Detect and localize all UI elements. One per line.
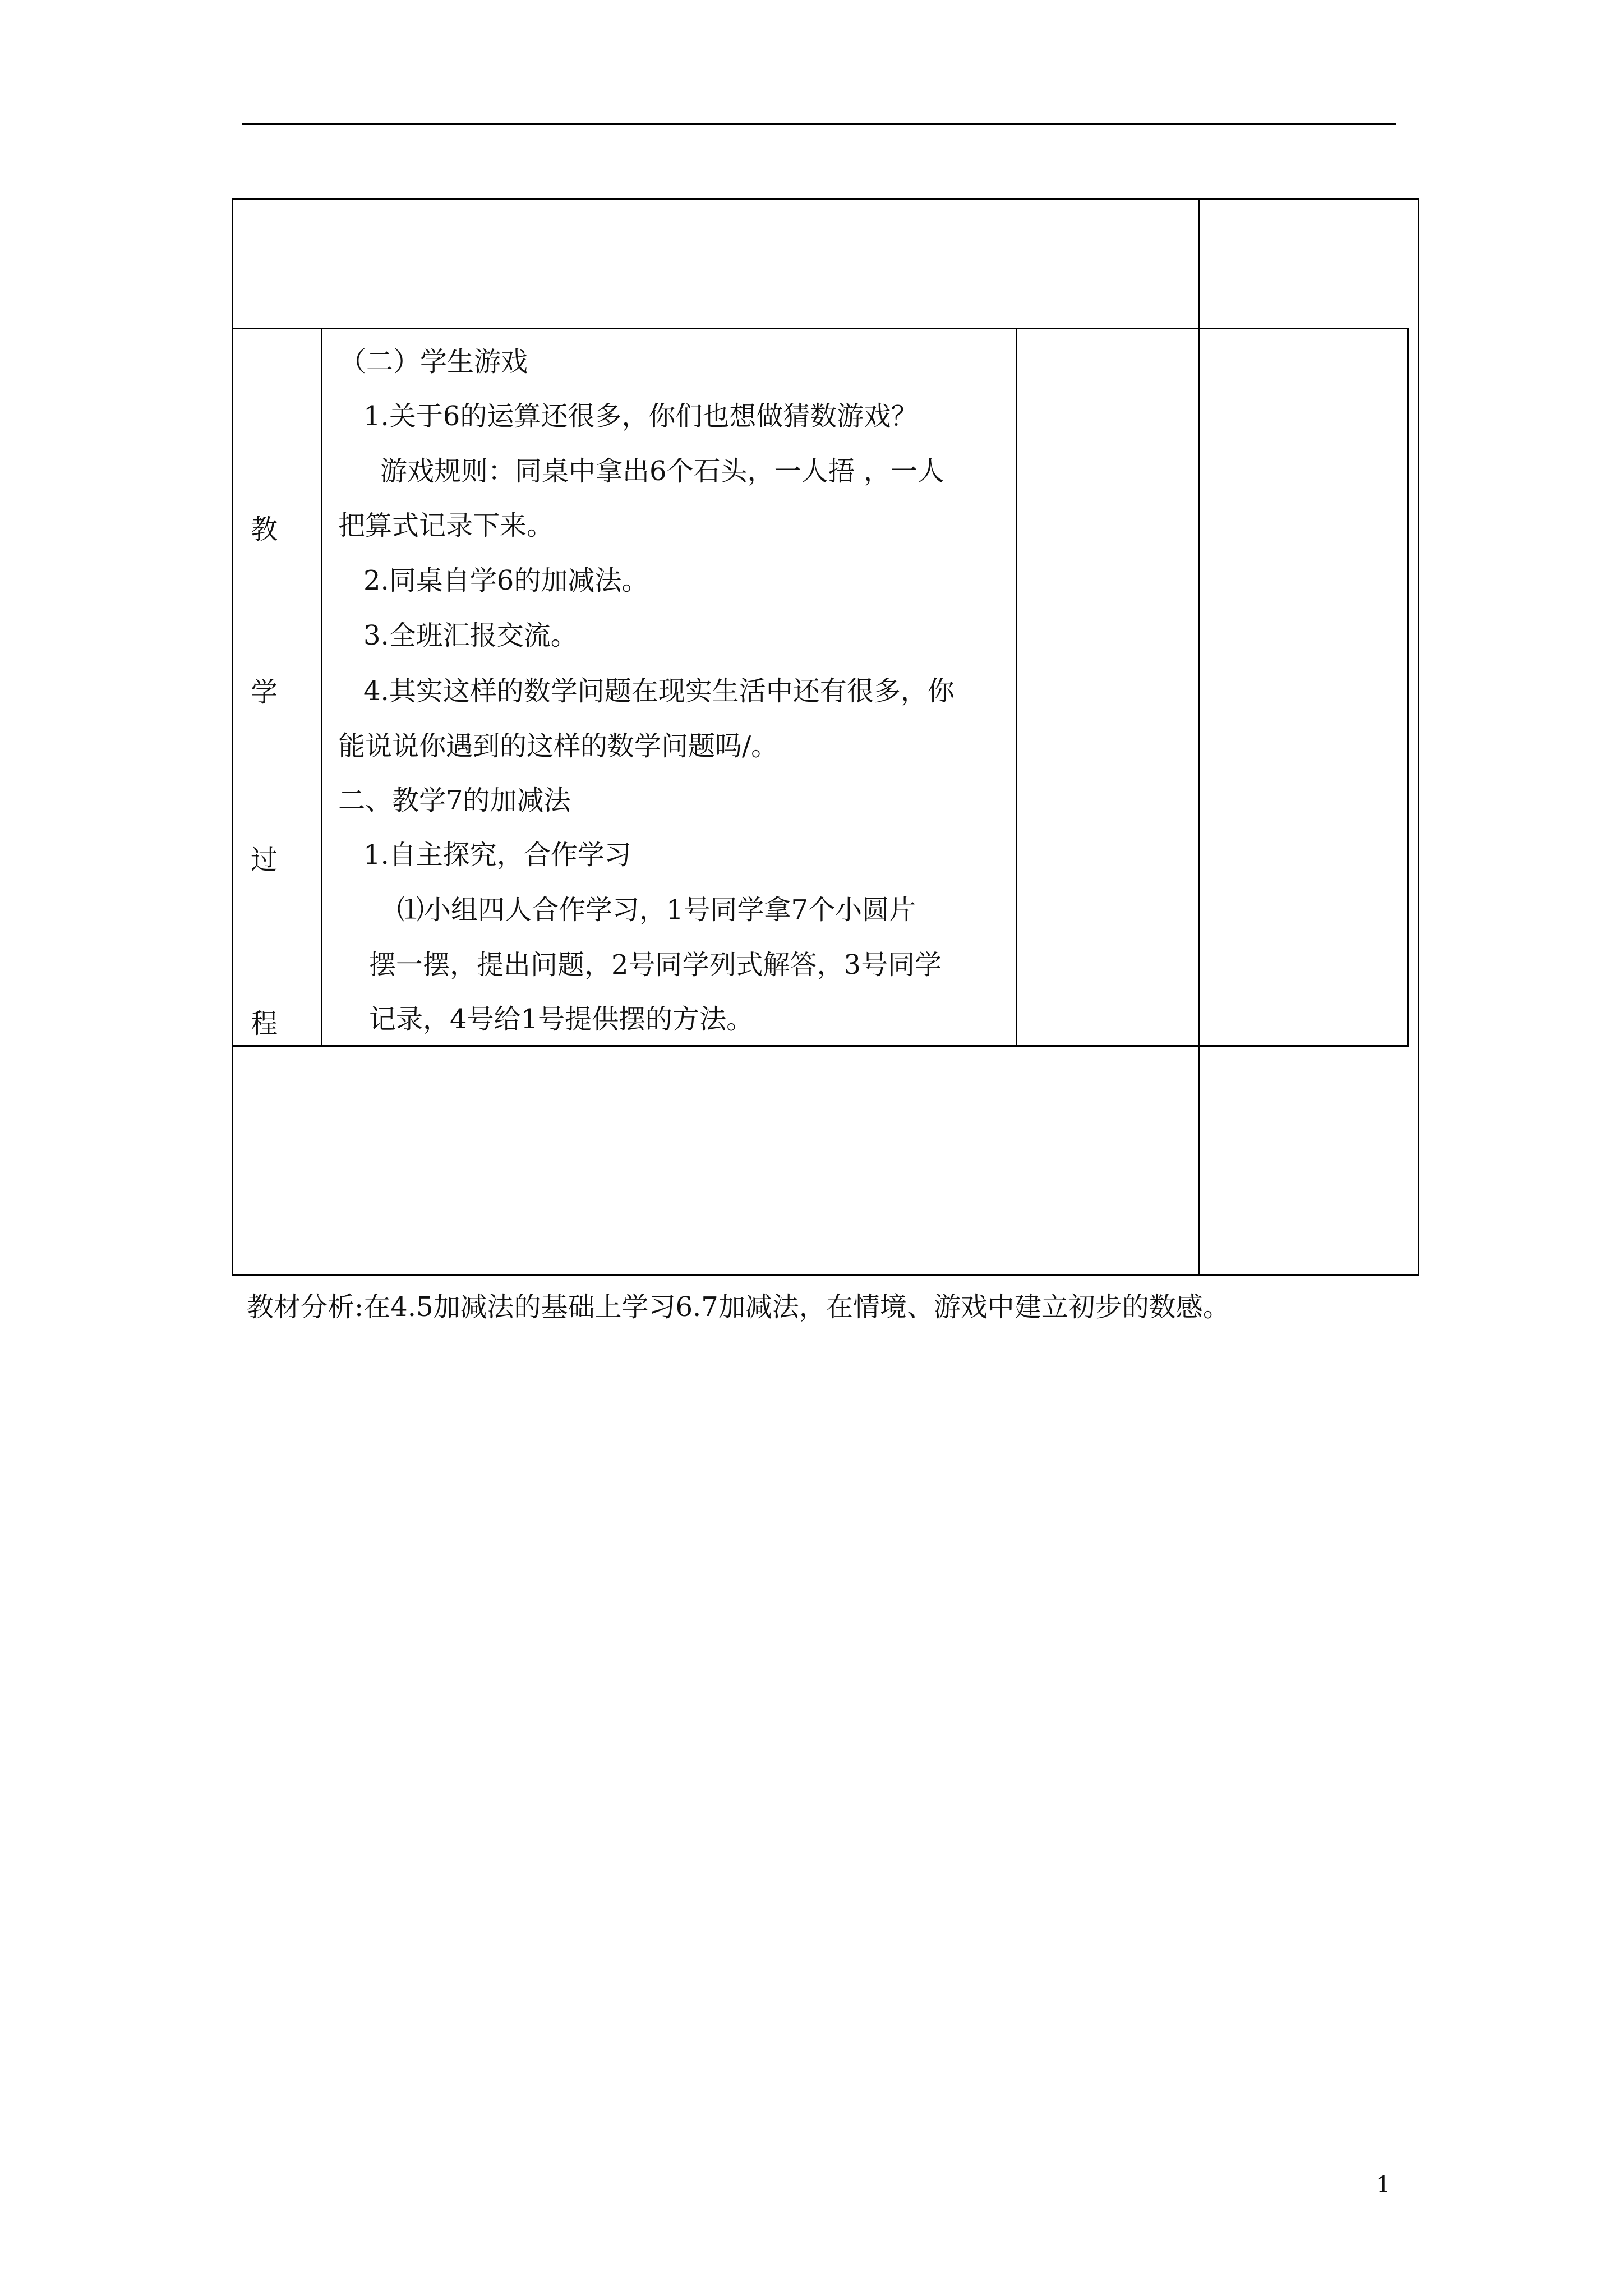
content-line: ⑴小组四人合作学习，1号同学拿7个小圆片 bbox=[397, 894, 916, 926]
content-line: （二）学生游戏 bbox=[339, 346, 528, 378]
content-line: 2.同桌自学6的加减法。 bbox=[363, 565, 649, 596]
content-line: 游戏规则：同桌中拿出6个石头，一人捂 ，一人 bbox=[380, 455, 944, 487]
right-column-divider bbox=[1198, 198, 1200, 1276]
side-label-char: 过 bbox=[250, 844, 278, 876]
table-border-right bbox=[1418, 198, 1419, 1276]
side-label-char: 学 bbox=[250, 677, 278, 708]
content-line: 1.关于6的运算还很多，你们也想做猜数游戏？ bbox=[363, 401, 918, 432]
label-column-divider bbox=[321, 328, 322, 1047]
content-line: 3.全班汇报交流。 bbox=[363, 620, 578, 651]
content-line: 能说说你遇到的这样的数学问题吗/。 bbox=[338, 730, 778, 762]
side-label-char: 教 bbox=[250, 514, 278, 545]
table-border-bottom bbox=[232, 1274, 1419, 1276]
middle-section-top bbox=[232, 328, 1409, 329]
content-line: 1.自主探究，合作学习 bbox=[363, 839, 631, 871]
middle-section-bottom bbox=[232, 1045, 1409, 1047]
content-line: 4.其实这样的数学问题在现实生活中还有很多，你 bbox=[363, 675, 955, 707]
side-label-char: 程 bbox=[250, 1008, 278, 1039]
content-line: 把算式记录下来。 bbox=[338, 510, 554, 541]
page-number: 1 bbox=[1376, 2172, 1391, 2198]
material-analysis-note: 教材分析:在4.5加减法的基础上学习6.7加减法，在情境、游戏中建立初步的数感。 bbox=[247, 1291, 1230, 1323]
table-border-top bbox=[232, 198, 1419, 200]
content-line: 摆一摆，提出问题，2号同学列式解答，3号同学 bbox=[369, 949, 942, 981]
middle-section-right bbox=[1407, 328, 1409, 1047]
content-line: 二、教学7的加减法 bbox=[338, 785, 571, 816]
content-line: 记录，4号给1号提供摆的方法。 bbox=[369, 1004, 754, 1035]
table-border-left bbox=[232, 198, 233, 1276]
content-column-divider bbox=[1016, 328, 1017, 1047]
header-rule bbox=[242, 123, 1396, 125]
